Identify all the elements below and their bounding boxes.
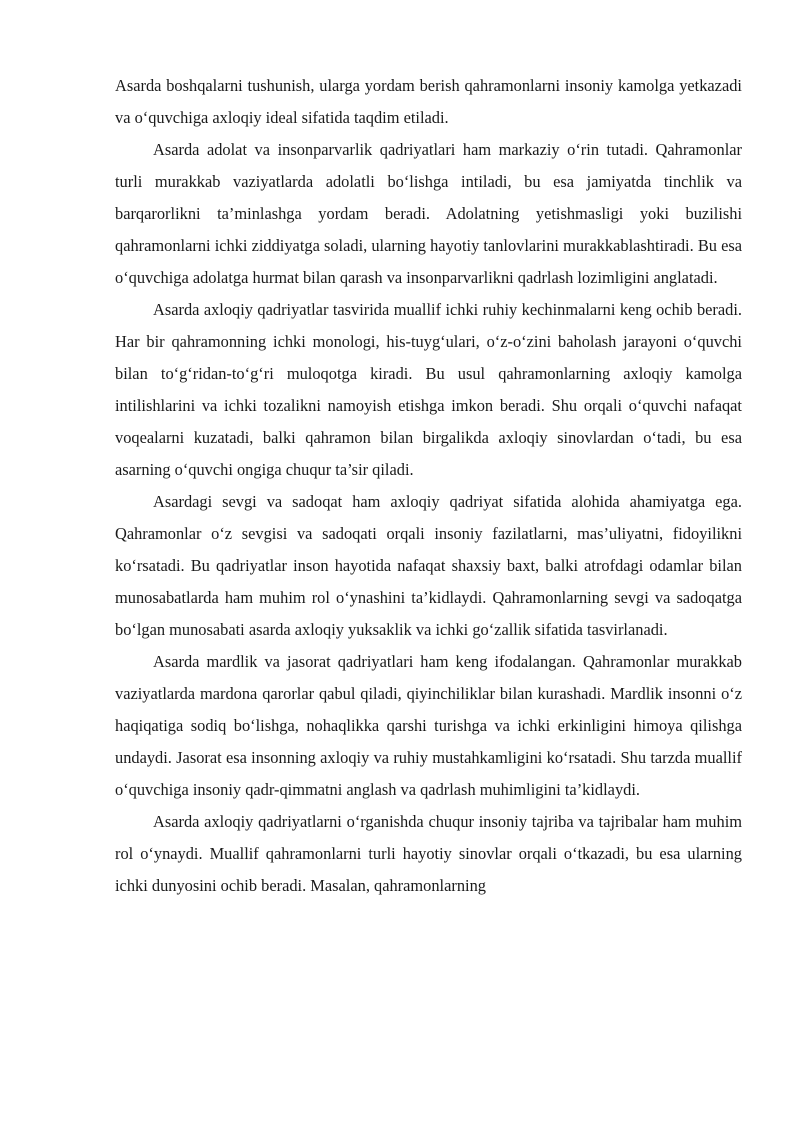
paragraph-4: Asardagi sevgi va sadoqat ham axloqiy qadriyat sifatida alohida ahamiyatga ega. Qahramonlar o‘z sevgisi va sadoqati orqali insoniy fazilatlarni, mas’uliyatni, fidoyilikni ko‘rsatadi. Bu qadriyatlar inson hayotida nafaqat shaxsiy baxt, balki atrofdagi odamlar bilan munosabatlarda ham muhim rol o‘ynashini ta’kidlaydi. Qahramonlarning sevgi va sadoqatga bo‘lgan munosabati asarda axloqiy yuksaklik va ichki go‘zallik sifatida tasvirlanadi. bbox=[115, 492, 742, 639]
document-page bbox=[115, 70, 742, 902]
paragraph-6: Asarda axloqiy qadriyatlarni o‘rganishda chuqur insoniy tajriba va tajribalar ham muhim rol o‘ynaydi. Muallif qahramonlarni turli hayotiy sinovlar orqali o‘tkazadi, bu esa ularning ichki dunyosini ochib beradi. Masalan, qahramonlarning bbox=[115, 812, 742, 895]
paragraph-3: Asarda axloqiy qadriyatlar tasvirida muallif ichki ruhiy kechinmalarni keng ochib beradi. Har bir qahramonning ichki monologi, his-tuyg‘ulari, o‘z-o‘zini baholash jarayoni o‘quvchi bilan to‘g‘ridan-to‘g‘ri muloqotga kiradi. Bu usul qahramonlarning axloqiy kamolga intilishlarini va ichki tozalikni namoyish etishga imkon beradi. Shu orqali o‘quvchi nafaqat voqealarni kuzatadi, balki qahramon bilan birgalikda axloqiy sinovlardan o‘tadi, bu esa asarning o‘quvchi ongiga chuqur ta’sir qiladi. bbox=[115, 300, 742, 479]
paragraph-5: Asarda mardlik va jasorat qadriyatlari ham keng ifodalangan. Qahramonlar murakkab vaziyatlarda mardona qarorlar qabul qiladi, qiyinchiliklar bilan kurashadi. Mardlik insonni o‘z haqiqatiga sodiq bo‘lishga, nohaqlikka qarshi turishga va ichki erkinligini himoya qilishga undaydi. Jasorat esa insonning axloqiy va ruhiy mustahkamligini ko‘rsatadi. Shu tarzda muallif o‘quvchiga insoniy qadr-qimmatni anglash va qadrlash muhimligini ta’kidlaydi. bbox=[115, 652, 742, 799]
paragraph-1: Asarda boshqalarni tushunish, ularga yordam berish qahramonlarni insoniy kamolga yetkazadi va o‘quvchiga axloqiy ideal sifatida taqdim etiladi. bbox=[115, 76, 742, 127]
paragraph-2: Asarda adolat va insonparvarlik qadriyatlari ham markaziy o‘rin tutadi. Qahramonlar turli murakkab vaziyatlarda adolatli bo‘lishga intiladi, bu esa jamiyatda tinchlik va barqarorlikni ta’minlashga yordam beradi. Adolatning yetishmasligi yoki buzilishi qahramonlarni ichki ziddiyatga soladi, ularning hayotiy tanlovlarini murakkablashtiradi. Bu esa o‘quvchiga adolatga hurmat bilan qarash va insonparvarlikni qadrlash lozimligini anglatadi. bbox=[115, 140, 742, 287]
